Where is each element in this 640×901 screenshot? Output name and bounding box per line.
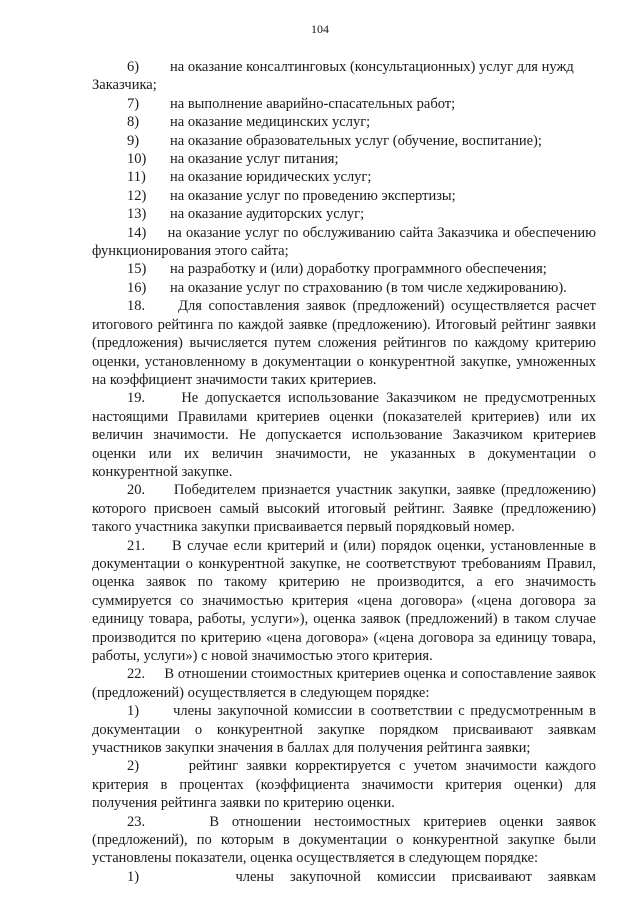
list-item-number: 11) — [127, 169, 146, 186]
list-item-number: 16) — [127, 279, 147, 296]
list-item — [92, 132, 596, 150]
list-item — [92, 260, 596, 278]
list-item-number: 15) — [127, 261, 147, 278]
list-item-number: 10) — [127, 151, 147, 168]
paragraph: 14) на оказание услуг по обслуживанию сайта Заказчика и обеспечению функционирования этого сайта; — [92, 224, 596, 260]
list-item — [92, 95, 596, 113]
document-body — [92, 58, 596, 886]
page-number: 104 — [311, 22, 329, 36]
list-item-text: на оказание образовательных услуг (обучение, воспитание); — [170, 132, 542, 149]
list-item — [92, 58, 596, 95]
list-item-text: на оказание консалтинговых (консультационных) услуг для нужд — [170, 59, 574, 75]
list-item-number: 12) — [127, 187, 147, 204]
list-item-text: на оказание юридических услуг; — [170, 169, 372, 186]
list-item-text: на оказание аудиторских услуг; — [170, 206, 365, 223]
paragraph: 18. Для сопоставления заявок (предложений) осуществляется расчет итогового рейтинга по каждой заявке (предложению). Итоговый рейтинг заявки (предложения) вычисляется путем сложения рейтингов по каждому критерию оценки, установленному в документации о конкурентной закупке, умноженных на коэффициент значимости таких критериев. — [92, 298, 596, 388]
list-item-text: на выполнение аварийно-спасательных работ; — [170, 95, 456, 112]
paragraph: 19. Не допускается использование Заказчиком не предусмотренных настоящими Правилами критериев оценки (показателей критериев) или их величин значимости. Не допускается использование Заказчиком критериев оценки или их величин значимости, не указанных в документации о конкурентной закупке. — [92, 390, 596, 480]
paragraph: 1) члены закупочной комиссии присваивают заявкам — [127, 868, 596, 885]
list-item — [92, 187, 596, 205]
list-item-text: на оказание услуг по страхованию (в том числе хеджированию). — [170, 279, 567, 296]
paragraph: 1) члены закупочной комиссии в соответствии с предусмотренным в документации о конкурентной закупке порядком присваивают заявкам участников закупки значения в баллах для получения рейтинга заявки; — [92, 703, 596, 757]
list-item-number: 13) — [127, 206, 147, 223]
paragraph: 20. Победителем признается участник закупки, заявке (предложению) которого присвоен самый высокий итоговый рейтинг. Заявке (предложению) такого участника закупки присваивается первый порядковый номер. — [92, 482, 596, 536]
paragraph: 23. В отношении нестоимостных критериев оценки заявок (предложений), по которым в документации о конкурентной закупке были установлены показатели, оценка осуществляется в следующем порядке: — [92, 813, 596, 867]
list-item-number: 6) — [127, 59, 140, 75]
list-item-text: на оказание услуг по проведению экспертизы; — [170, 187, 456, 204]
paragraph: 22. В отношении стоимостных критериев оценка и сопоставление заявок (предложений) осуществляется в следующем порядке: — [92, 666, 596, 701]
list-item-number: 9) — [127, 132, 140, 149]
list-item — [92, 113, 596, 131]
list-item — [92, 150, 596, 168]
list-item — [92, 168, 596, 186]
list-item-number: 7) — [127, 95, 140, 112]
list-item-number: 8) — [127, 114, 140, 131]
list-item-text: на разработку и (или) доработку программного обеспечения; — [170, 261, 547, 278]
list-item — [92, 205, 596, 223]
list-item-text: на оказание медицинских услуг; — [170, 114, 371, 131]
list-item-text: на оказание услуг питания; — [170, 151, 339, 168]
paragraph: 21. В случае если критерий и (или) порядок оценки, установленные в документации о конкурентной закупке, не соответствуют требованиям Правил, оценка заявок по такому критерию не производится, а его значимость суммируется со значимостью критерия «цена договора» («цена договора за единицу товара, работы, услуги»), оценка заявок (предложений) в таком случае производится по критерию «цена договора» («цена договора за единицу товара, работы, услуги») с новой значимостью этого критерия. — [92, 537, 596, 664]
paragraph: 2) рейтинг заявки корректируется с учетом значимости каждого критерия в процентах (коэффициента значимости критерия оценки) для получения рейтинга заявки по критерию оценки. — [92, 758, 596, 812]
list-item-continuation: Заказчика; — [92, 77, 157, 94]
list-item — [92, 279, 596, 297]
